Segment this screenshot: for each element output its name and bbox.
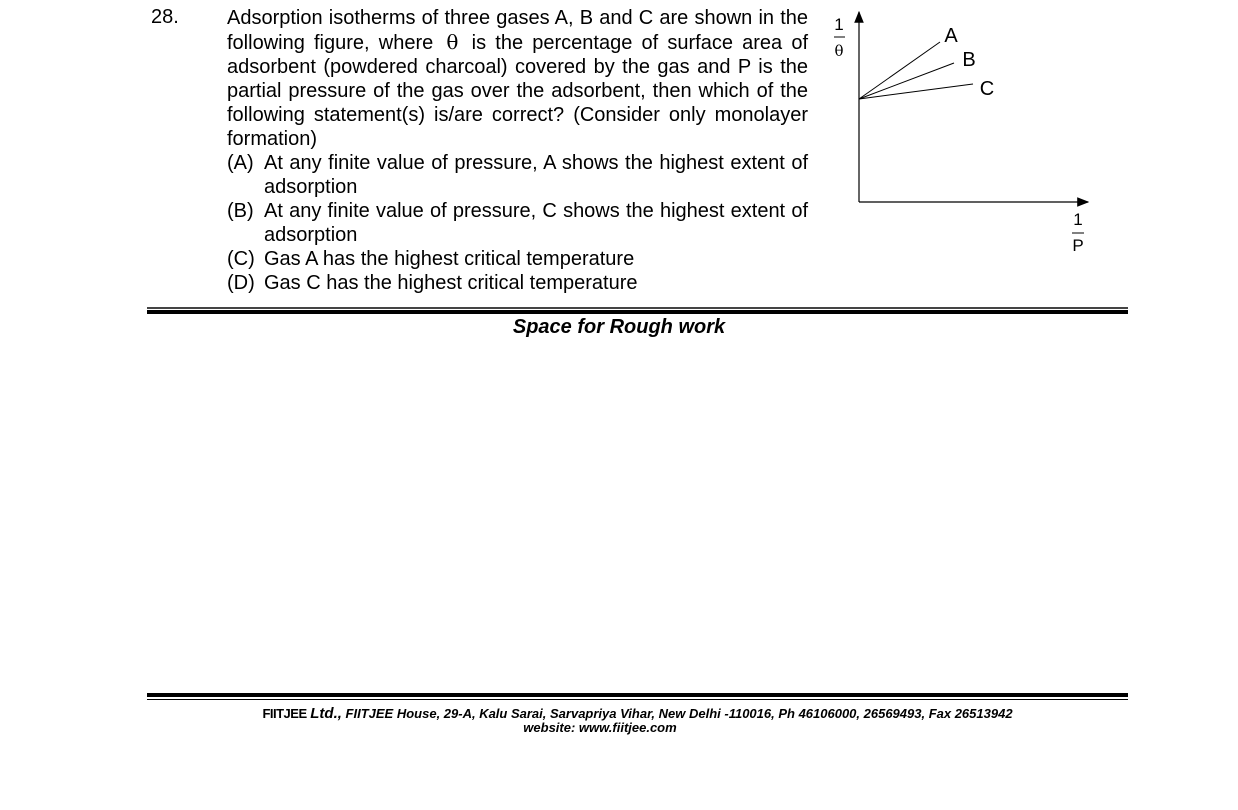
- footer-brand: FIITJEE: [262, 706, 307, 721]
- footer-website[interactable]: website: www.fiitjee.com: [523, 720, 677, 735]
- adsorption-isotherm-figure: [820, 0, 1110, 270]
- option-a[interactable]: [227, 151, 808, 199]
- isotherm-label-a: A: [944, 25, 958, 47]
- section-divider-top: [147, 307, 1128, 309]
- rough-work-heading: Space for Rough work: [512, 316, 726, 338]
- option-d-label: (D): [227, 272, 255, 294]
- isotherm-label-c: C: [979, 78, 995, 100]
- question-number: 28.: [151, 6, 179, 28]
- option-d-text: Gas C has the highest critical temperature: [264, 272, 638, 294]
- footer-divider-thick: [147, 693, 1128, 697]
- option-c-label: (C): [227, 248, 255, 270]
- option-b[interactable]: [227, 199, 808, 247]
- isotherm-line-b: [859, 63, 954, 99]
- theta-symbol: θ: [446, 30, 459, 54]
- y-axis-label-numerator: 1: [834, 15, 844, 34]
- isotherm-line-a: [859, 42, 940, 99]
- options-list: [227, 151, 808, 295]
- option-c[interactable]: [227, 247, 808, 271]
- x-axis-label-numerator: 1: [1073, 210, 1083, 229]
- option-c-text: Gas A has the highest critical temperature: [264, 248, 635, 270]
- y-axis-label-denominator: θ: [834, 42, 844, 60]
- option-a-label: (A): [227, 152, 254, 174]
- option-a-text: At any finite value of pressure, A shows the highest extent of adsorption: [264, 152, 808, 198]
- isotherm-line-c: [859, 84, 973, 99]
- question-text-part1: Adsorption isotherms of three gases A, B and C are shown in the following figure, where: [227, 7, 808, 54]
- option-b-label: (B): [227, 200, 254, 222]
- x-axis-label-denominator: P: [1072, 236, 1084, 255]
- option-b-text: At any finite value of pressure, C shows the highest extent of adsorption: [264, 200, 808, 246]
- footer-divider-thin: [147, 699, 1128, 700]
- question-text-part2: is the percentage of surface area of adsorbent (powdered charcoal) covered by the gas and P is the partial pressure of the gas over the adsorbent, then which of the following statement(s) is/are correct? (Consider only monolayer formation): [227, 32, 809, 150]
- question-text: [227, 6, 808, 151]
- footer-address: FIITJEE House, 29-A, Kalu Sarai, Sarvapriya Vihar, New Delhi -110016, Ph 46106000, 26569493, Fax 26513942: [345, 706, 1013, 721]
- footer-ltd: Ltd.,: [310, 705, 342, 722]
- section-divider-bottom: [147, 310, 1128, 314]
- isotherm-label-b: B: [962, 49, 976, 71]
- option-d[interactable]: [227, 271, 808, 295]
